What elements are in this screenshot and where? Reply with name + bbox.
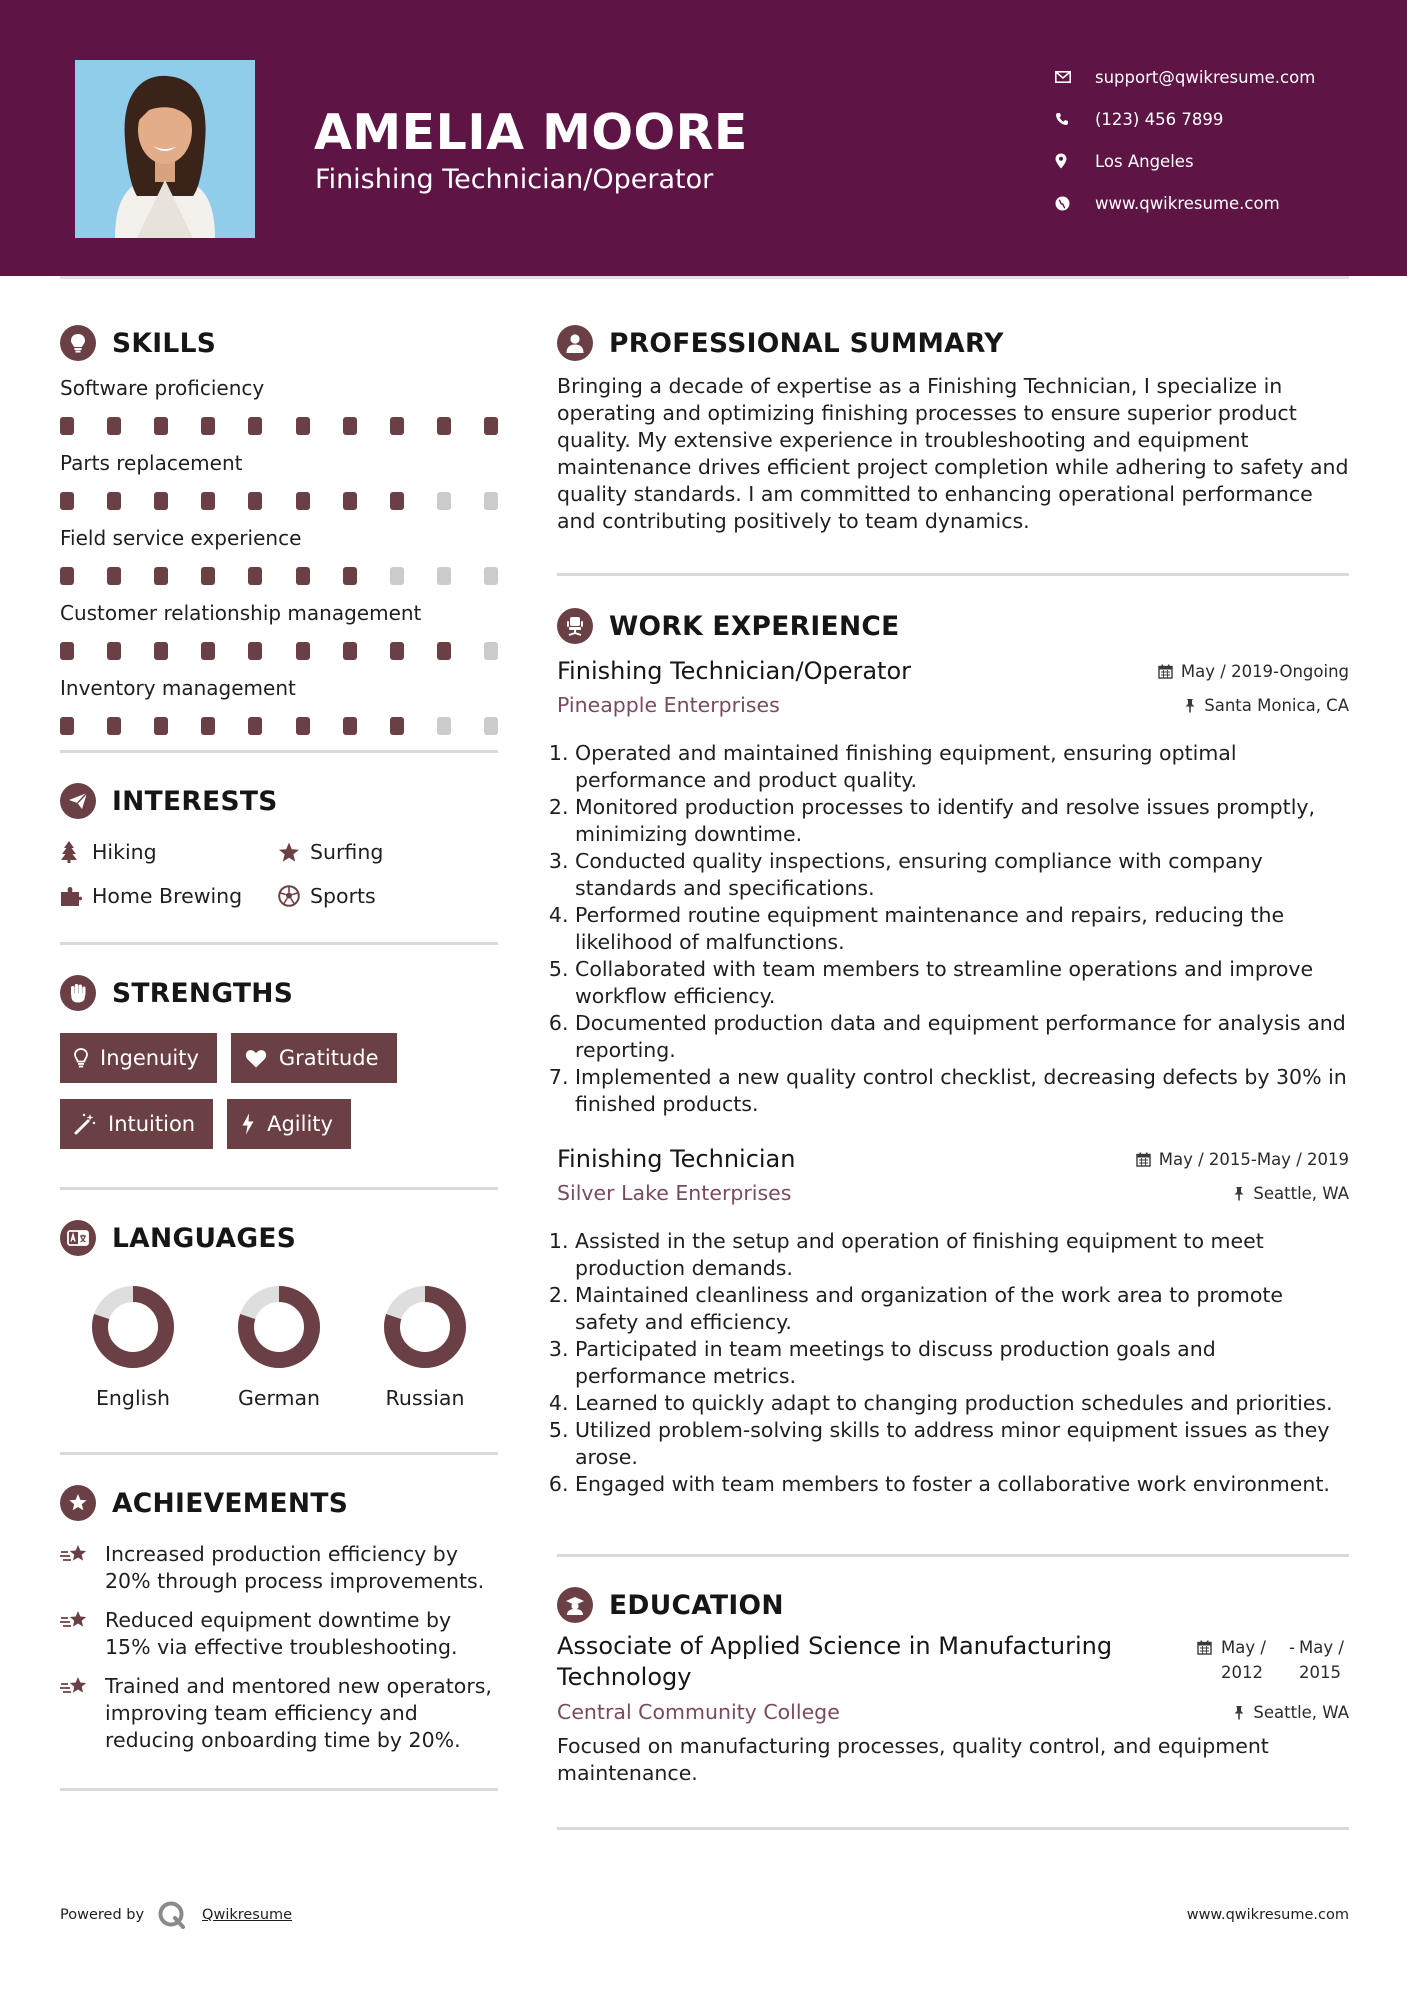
rating-dot-filled [343,717,357,735]
soccer-ball-icon [278,885,310,907]
puzzle-icon [60,886,92,906]
section-divider [60,942,498,945]
language-proficiency-gauge [90,1284,176,1370]
contact-email[interactable] [1055,56,1315,98]
duty-item: 1. Assisted in the setup and operation of finishing equipment to meet production demands. [575,1228,1349,1282]
job-location [1233,1184,1349,1203]
lightbulb-icon [60,325,96,361]
summary-text: Bringing a decade of expertise as a Finishing Technician, I specialize in operating and optimizing finishing processes to ensure superior product quality. My extensive experience in troubleshooting and equipment maintenance drives efficient project completion while adhering to safety and quality standards. I am committed to enhancing operational performance and contributing positively to team dynamics. [557,374,1349,533]
rating-dot-filled [107,642,121,660]
education-location-text: Seattle, WA [1253,1702,1349,1722]
duty-item: 6. Engaged with team members to foster a collaborative work environment. [575,1471,1349,1498]
skill-name: Customer relationship management [60,601,422,625]
paper-plane-icon [60,783,96,819]
rating-dot-filled [107,717,121,735]
interest-label: Surfing [310,840,384,864]
education-heading [557,1587,1349,1623]
section-divider [60,750,498,753]
rating-dot-filled [60,417,74,435]
duty-item: 7. Implemented a new quality control checklist, decreasing defects by 30% in finished products. [575,1064,1349,1118]
achievement-text: Increased production efficiency by 20% through process improvements. [105,1542,485,1593]
skills-section [60,325,498,735]
rating-dot-filled [107,417,121,435]
languages-heading [60,1220,498,1256]
work-title: WORK EXPERIENCE [609,610,900,642]
contact-list [1055,56,1315,224]
pushpin-icon [1184,698,1196,713]
header-divider [60,276,1349,279]
candidate-name: AMELIA MOORE [314,104,748,161]
languages-title: LANGUAGES [112,1222,297,1254]
language-item [206,1284,352,1410]
work-heading [557,608,1349,644]
rating-dot-filled [343,417,357,435]
education-title: EDUCATION [609,1589,784,1621]
job-dates [1158,662,1349,681]
job-entry [557,654,1349,1118]
achievement-item [60,1607,498,1661]
interest-label: Sports [310,884,376,908]
interest-item [278,837,478,867]
duty-item: 5. Collaborated with team members to streamline operations and improve workflow efficiency. [575,956,1349,1010]
rating-dot-filled [248,567,262,585]
rating-dot-filled [60,492,74,510]
strengths-section [60,975,498,1149]
rating-dot-filled [390,642,404,660]
resume-header [0,0,1407,276]
candidate-title: Finishing Technician/Operator [315,164,714,195]
strengths-tags [60,1033,498,1149]
shooting-star-icon [60,1607,105,1661]
section-divider [557,573,1349,576]
job-location [1184,696,1349,715]
job-location-text: Seattle, WA [1253,1183,1349,1203]
rating-dot-filled [201,492,215,510]
company-name: Silver Lake Enterprises [557,1181,792,1205]
strengths-title: STRENGTHS [112,977,294,1009]
raised-fist-icon [60,975,96,1011]
contact-location [1055,140,1315,182]
rating-dot-filled [60,642,74,660]
interest-label: Home Brewing [92,884,243,908]
right-column [557,325,1349,1830]
rating-dot-filled [201,717,215,735]
languages-list [60,1284,498,1410]
shooting-star-icon [60,1673,105,1754]
work-section [557,608,1349,1498]
pushpin-icon [1233,1186,1245,1201]
skills-title: SKILLS [112,327,217,359]
rating-dot-filled [484,417,498,435]
rating-dot-empty [437,492,451,510]
summary-section [557,325,1349,535]
award-star-icon [60,1485,96,1521]
achievements-title: ACHIEVEMENTS [112,1487,349,1519]
education-school-row [557,1693,1349,1731]
duty-item: 1. Operated and maintained finishing equipment, ensuring optimal performance and product quality. [575,740,1349,794]
map-pin-icon [1055,153,1095,169]
job-dates-text: May / 2015-May / 2019 [1158,1149,1349,1169]
section-divider [557,1554,1349,1557]
skills-list [60,374,498,735]
interests-title: INTERESTS [112,785,278,817]
company-name: Pineapple Enterprises [557,693,780,717]
powered-by-label: Powered by [60,1907,145,1923]
language-icon [60,1220,96,1256]
section-divider [60,1788,498,1791]
profile-photo-image [75,60,255,238]
section-divider [60,1187,498,1190]
job-entry [557,1142,1349,1498]
section-divider [557,1827,1349,1830]
footer-website[interactable]: www.qwikresume.com [1186,1907,1349,1923]
rating-dot-filled [390,717,404,735]
rating-dot-filled [107,492,121,510]
skill-rating [60,567,498,585]
rating-dot-filled [60,717,74,735]
qwikresume-logo-icon [158,1901,188,1929]
job-title: Finishing Technician/Operator [557,657,911,685]
rating-dot-filled [154,567,168,585]
degree-title: Associate of Applied Science in Manufacturing Technology [557,1632,1113,1691]
education-description: Focused on manufacturing processes, quality control, and equipment maintenance. [557,1734,1269,1785]
rating-dot-filled [154,717,168,735]
languages-section [60,1220,498,1410]
rating-dot-filled [248,717,262,735]
envelope-icon [1055,71,1095,83]
contact-phone-text: (123) 456 7899 [1095,109,1224,129]
language-name: Russian [385,1386,465,1410]
education-location [1233,1703,1349,1722]
skill-rating [60,642,498,660]
language-name: German [237,1386,321,1410]
language-name: English [95,1386,171,1410]
education-entry [557,1631,1349,1693]
skill-rating [60,717,498,735]
rating-dot-filled [437,417,451,435]
contact-location-text: Los Angeles [1095,151,1194,171]
profile-photo [75,60,255,238]
achievement-text: Reduced equipment downtime by 15% via effective troubleshooting. [105,1608,458,1659]
strengths-heading [60,975,498,1011]
date-separator: - [1289,1638,1295,1657]
skill-name: Software proficiency [60,376,265,400]
duty-item: 3. Participated in team meetings to discuss production goals and performance metrics. [575,1336,1349,1390]
rating-dot-filled [248,492,262,510]
language-proficiency-gauge [236,1284,322,1370]
heart-icon [245,1049,267,1068]
job-title: Finishing Technician [557,1145,796,1173]
rating-dot-filled [296,717,310,735]
footer [60,1898,1349,1932]
rating-dot-filled [154,642,168,660]
calendar-icon [1136,1152,1151,1167]
language-item [352,1284,498,1410]
rating-dot-filled [390,492,404,510]
section-divider [60,1452,498,1455]
summary-title: PROFESSIONAL SUMMARY [609,327,1004,359]
office-chair-icon [557,608,593,644]
strength-tag [60,1033,217,1083]
achievement-item [60,1541,498,1595]
language-item [60,1284,206,1410]
duty-item: 4. Learned to quickly adapt to changing production schedules and priorities. [575,1390,1349,1417]
lightning-icon [241,1113,255,1135]
interest-label: Hiking [92,840,157,864]
rating-dot-filled [201,567,215,585]
strength-tag [60,1099,213,1149]
job-dates [1136,1150,1349,1169]
lightbulb-icon [74,1048,88,1068]
skill-rating [60,492,498,510]
rating-dot-filled [248,642,262,660]
rating-dot-filled [60,567,74,585]
achievement-text: Trained and mentored new operators, improving team efficiency and reducing onboarding time by 20%. [105,1674,492,1752]
interest-item [60,881,278,911]
job-duties [557,1228,1349,1498]
contact-website-text: www.qwikresume.com [1095,193,1280,213]
education-dates [1197,1635,1349,1693]
rating-dot-filled [343,567,357,585]
calendar-icon [1197,1640,1212,1655]
rating-dot-filled [296,492,310,510]
strength-label: Intuition [108,1112,196,1136]
skills-heading [60,325,498,361]
interest-item [60,837,278,867]
interests-list [60,837,498,911]
rating-dot-empty [484,567,498,585]
duty-item: 3. Conducted quality inspections, ensuring compliance with company standards and specifications. [575,848,1349,902]
rating-dot-filled [107,567,121,585]
rating-dot-filled [248,417,262,435]
rating-dot-empty [437,717,451,735]
rating-dot-filled [343,492,357,510]
job-duties [557,740,1349,1118]
job-location-text: Santa Monica, CA [1204,695,1349,715]
school-name: Central Community College [557,1700,840,1724]
duty-item: 5. Utilized problem-solving skills to address minor equipment issues as they arose. [575,1417,1349,1471]
rating-dot-empty [437,567,451,585]
shooting-star-icon [60,1541,105,1595]
rating-dot-filled [390,417,404,435]
rating-dot-filled [343,642,357,660]
strength-label: Ingenuity [100,1046,199,1070]
calendar-icon [1158,664,1173,679]
rating-dot-filled [296,567,310,585]
powered-by [60,1901,292,1929]
duty-item: 2. Monitored production processes to identify and resolve issues promptly, minimizing downtime. [575,794,1349,848]
summary-heading [557,325,1349,361]
magic-wand-icon [74,1113,96,1135]
rating-dot-filled [437,642,451,660]
graduate-icon [557,1587,593,1623]
education-start: May / 2012 [1221,1638,1266,1682]
rating-dot-empty [484,642,498,660]
left-column [60,325,498,1791]
tree-icon [60,841,92,863]
contact-website[interactable] [1055,182,1315,224]
rating-dot-filled [296,642,310,660]
strength-label: Agility [267,1112,333,1136]
rating-dot-empty [390,567,404,585]
contact-email-text: support@qwikresume.com [1095,67,1316,87]
language-proficiency-gauge [382,1284,468,1370]
user-icon [557,325,593,361]
rating-dot-filled [154,417,168,435]
education-section [557,1587,1349,1787]
rating-dot-filled [201,642,215,660]
strength-tag [227,1099,351,1149]
duty-item: 4. Performed routine equipment maintenance and repairs, reducing the likelihood of malfunctions. [575,902,1349,956]
pushpin-icon [1233,1705,1245,1720]
star-icon [278,842,310,863]
contact-phone[interactable] [1055,98,1315,140]
duty-item: 2. Maintained cleanliness and organization of the work area to promote safety and efficiency. [575,1282,1349,1336]
rating-dot-empty [484,492,498,510]
skill-rating [60,417,498,435]
interest-item [278,881,478,911]
interests-section [60,783,498,911]
duty-item: 6. Documented production data and equipment performance for analysis and reporting. [575,1010,1349,1064]
strength-label: Gratitude [278,1046,379,1070]
rating-dot-filled [154,492,168,510]
rating-dot-empty [484,717,498,735]
achievements-section [60,1485,498,1754]
skill-name: Parts replacement [60,451,243,475]
globe-icon [1055,196,1095,211]
qwikresume-link[interactable]: Qwikresume [202,1907,293,1923]
achievements-heading [60,1485,498,1521]
phone-icon [1055,112,1095,126]
strength-tag [231,1033,397,1083]
rating-dot-filled [296,417,310,435]
achievement-item [60,1673,498,1754]
job-dates-text: May / 2019-Ongoing [1180,661,1349,681]
rating-dot-filled [201,417,215,435]
skill-name: Inventory management [60,676,296,700]
skill-name: Field service experience [60,526,302,550]
interests-heading [60,783,498,819]
education-end: May / 2015 [1299,1638,1344,1682]
